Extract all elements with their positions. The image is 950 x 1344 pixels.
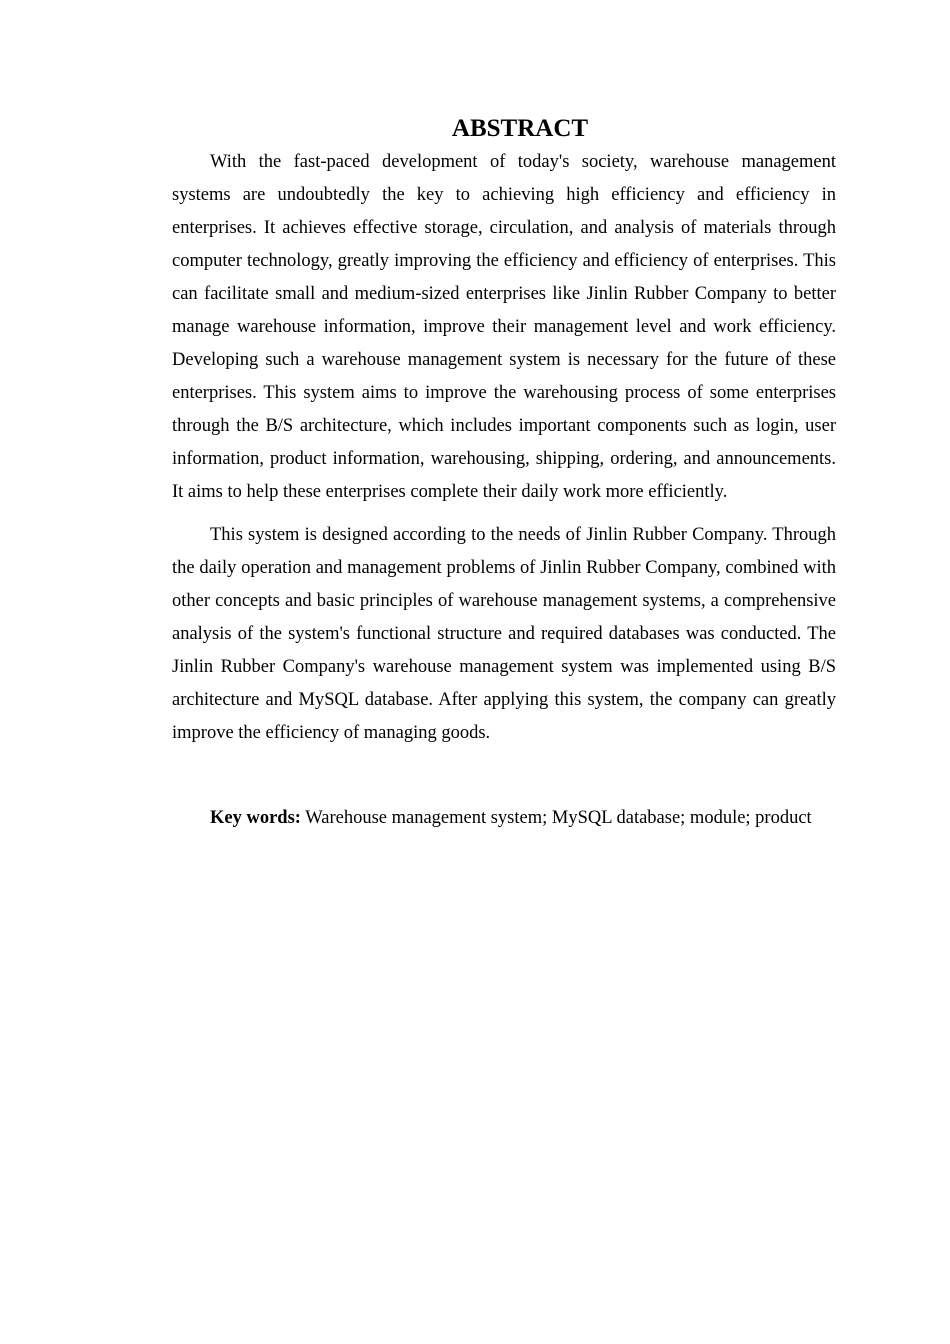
document-page [172, 112, 836, 835]
keywords-text: Warehouse management system; MySQL database; module; product [305, 808, 812, 828]
abstract-title: ABSTRACT [451, 115, 589, 142]
abstract-paragraph-2: This system is designed according to the needs of Jinlin Rubber Company. Through the daily operation and management problems of Jinlin Rubber Company, combined with other concepts and basic principles of warehouse management systems, a comprehensive analysis of the system's functional structure and required databases was conducted. The Jinlin Rubber Company's warehouse management system was implemented using B/S architecture and MySQL database. After applying this system, the company can greatly improve the efficiency of managing goods. [172, 525, 836, 743]
keywords-label: Key words: [210, 808, 301, 828]
abstract-paragraph-1: With the fast-paced development of today's society, warehouse management systems are undoubtedly the key to achieving high efficiency and efficiency in enterprises. It achieves effective storage, circulation, and analysis of materials through computer technology, greatly improving the efficiency and efficiency of enterprises. This can facilitate small and medium-sized enterprises like Jinlin Rubber Company to better manage warehouse information, improve their management level and work efficiency. Developing such a warehouse management system is necessary for the future of these enterprises. This system aims to improve the warehousing process of some enterprises through the B/S architecture, which includes important components such as login, user information, product information, warehousing, shipping, ordering, and announcements. It aims to help these enterprises complete their daily work more efficiently. [172, 152, 836, 502]
keywords-line [172, 802, 836, 835]
